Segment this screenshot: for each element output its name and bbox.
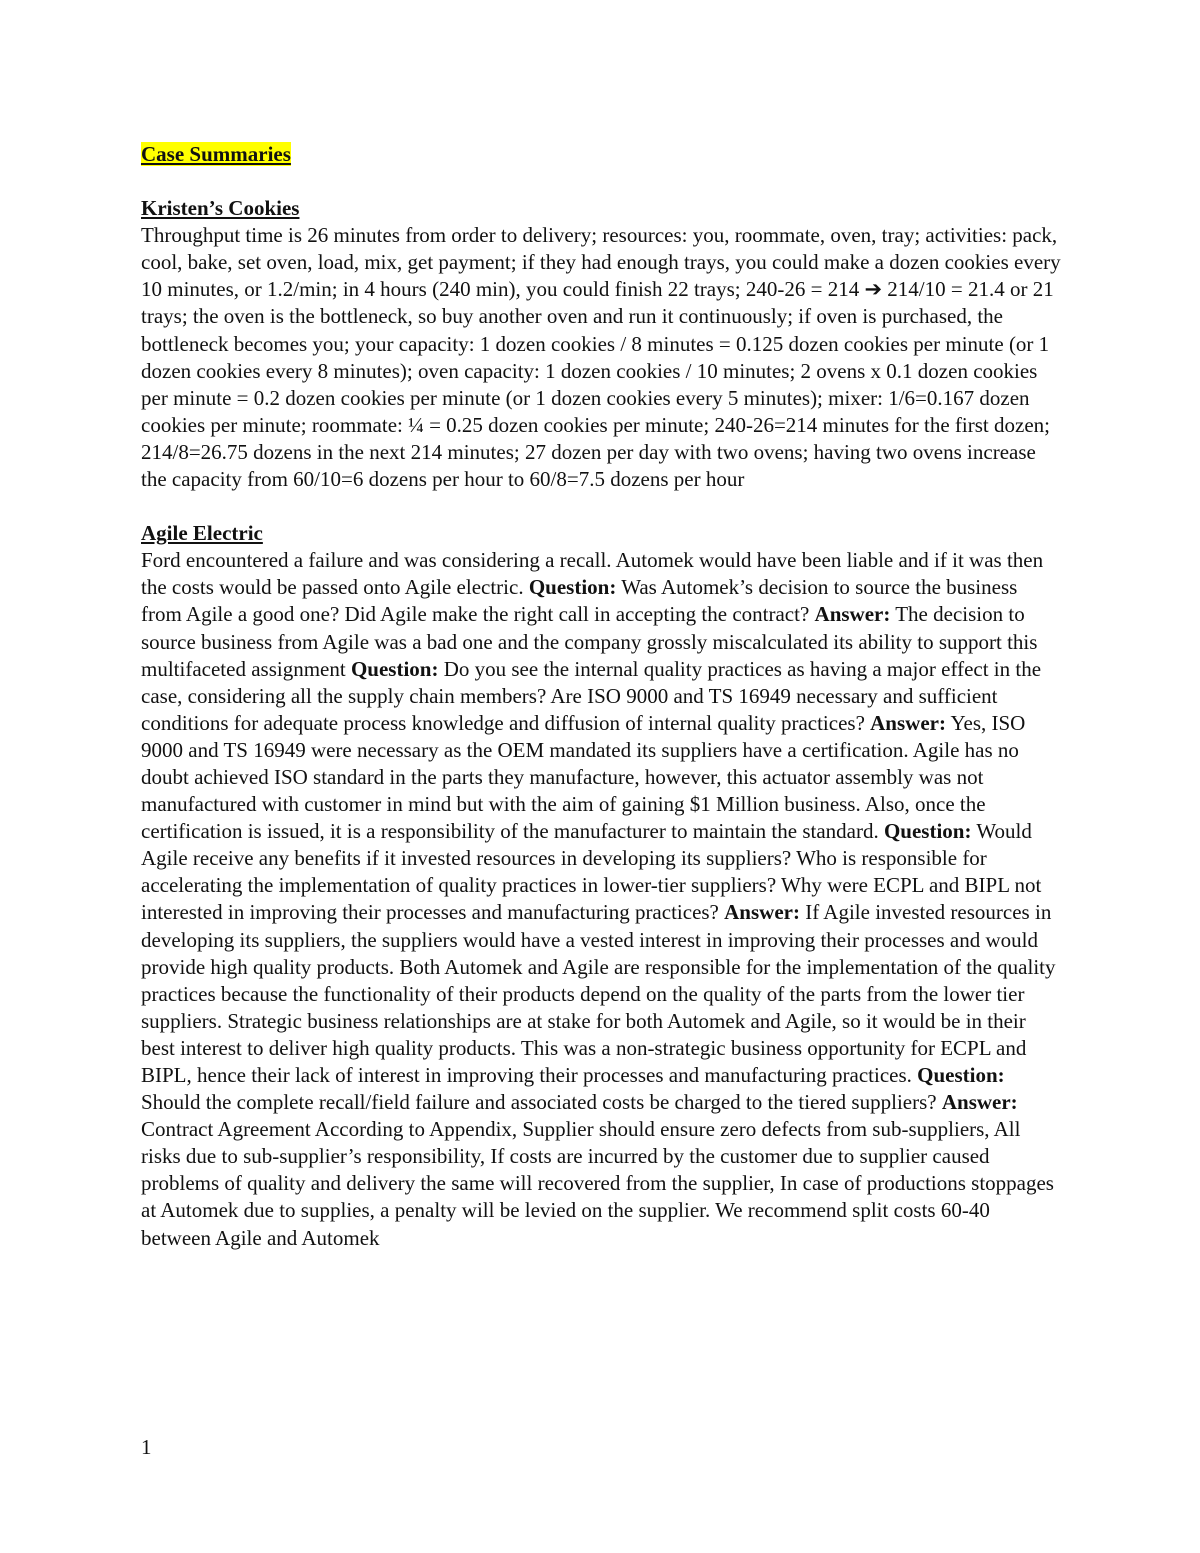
question-label: Question: (917, 1063, 1005, 1087)
answer-text: Yes, ISO 9000 and TS 16949 were necessary as the OEM mandated its suppliers have a certification. Agile has no doubt achieved ISO standard in the parts they manufacture, however, this actuator assembly was not manufactured with customer in mind but with the aim of gaining $1 Million business. Also, once the certification is issued, it is a responsibility of the manufacturer to maintain the standard. (141, 710, 1026, 844)
section-heading-agile-electric: Agile Electric (141, 521, 263, 546)
answer-text: Contract Agreement According to Appendix, Supplier should ensure zero defects from sub-suppliers, All risks due to sub-supplier’s responsibility, If costs are incurred by the customer due to supplier caused problems of quality and delivery the same will recovered from the supplier, In case of productions stoppages at Automek due to supplies, a penalty will be levied on the supplier. We recommend split costs 60-40 between Agile and Automek (141, 1117, 1054, 1250)
section-body-kristens-cookies: Throughput time is 26 minutes from order to delivery; resources: you, roommate, oven, tray; activities: pack, cool, bake, set oven, load, mix, get payment; if they had enough trays, you could make a dozen cookies every 10 minutes, or 1.2/min; in 4 hours (240 min), you could finish 22 trays; 240-26 = 214 ➔ 214/10 = 21.4 or 21 trays; the oven is the bottleneck, so buy another oven and run it continuously; if oven is purchased, the bottleneck becomes you; your capacity: 1 dozen cookies / 8 minutes = 0.125 dozen cookies per minute (or 1 dozen cookies every 8 minutes); oven capacity: 1 dozen cookies / 10 minutes; 2 ovens x 0.1 dozen cookies per minute = 0.2 dozen cookies per minute (or 1 dozen cookies every 5 minutes); mixer: 1/6=0.167 dozen cookies per minute; roommate: ¼ = 0.25 dozen cookies per minute; 240-26=214 minutes for the first dozen; 214/8=26.75 dozens in the next 214 minutes; 27 dozen per day with two ovens; having two ovens increase the capacity from 60/10=6 dozens per hour to 60/8=7.5 dozens per hour (141, 223, 1061, 492)
question-label: Question: (883, 819, 972, 844)
question-text: Should the complete recall/field failure and associated costs be charged to the tiered suppliers? (141, 1090, 937, 1115)
question-label: Question: (350, 656, 439, 681)
answer-label: Answer: (814, 602, 891, 627)
answer-label: Answer: (870, 710, 946, 735)
question-text: Do you see the internal quality practices as having a major effect in the case, considering all the supply chain members? Are ISO 9000 and TS 16949 necessary and sufficient conditions for adequate process knowledge and diffusion of internal quality practices? (141, 656, 1042, 735)
document-title-text: Case Summaries (141, 142, 291, 166)
page-number: 1 (141, 1435, 152, 1459)
page-content (141, 141, 1061, 1279)
question-text: Would Agile receive any benefits if it invested resources in developing its suppliers? Who is responsible for accelerating the implementation of quality practices in lower-tier suppliers? Why were ECPL and BIPL not interested in improving their processes and manufacturing practices? (141, 819, 1042, 925)
question-text: Was Automek’s decision to source the business from Agile a good one? Did Agile make the right call in accepting the contract? (141, 575, 1018, 627)
answer-label: Answer: (941, 1090, 1018, 1115)
agile-intro: Ford encountered a failure and was considering a recall. Automek would have been liable and if it was then the costs would be passed onto Agile electric. (141, 548, 1044, 600)
section-kristens-cookies (141, 195, 1061, 493)
section-agile-electric (141, 520, 1061, 1252)
answer-label: Answer: (724, 900, 800, 925)
question-label: Question: (528, 575, 617, 600)
document-title (141, 141, 1061, 168)
answer-text: The decision to source business from Agile was a bad one and the company grossly miscalculated its ability to support this multifaceted assignment (141, 602, 1038, 681)
section-heading-kristens-cookies: Kristen’s Cookies (141, 196, 300, 221)
answer-text: If Agile invested resources in developing its suppliers, the suppliers would have a vested interest in improving their processes and would provide high quality products. Both Automek and Agile are responsible for the implementation of the quality practices because the functionality of their products depend on the quality of the parts from the lower tier suppliers. Strategic business relationships are at stake for both Automek and Agile, so it would be in their best interest to deliver high quality products. This was a non-strategic business opportunity for ECPL and BIPL, hence their lack of interest in improving their processes and manufacturing practices. (141, 900, 1056, 1087)
section-body-agile-electric (141, 547, 1061, 1251)
